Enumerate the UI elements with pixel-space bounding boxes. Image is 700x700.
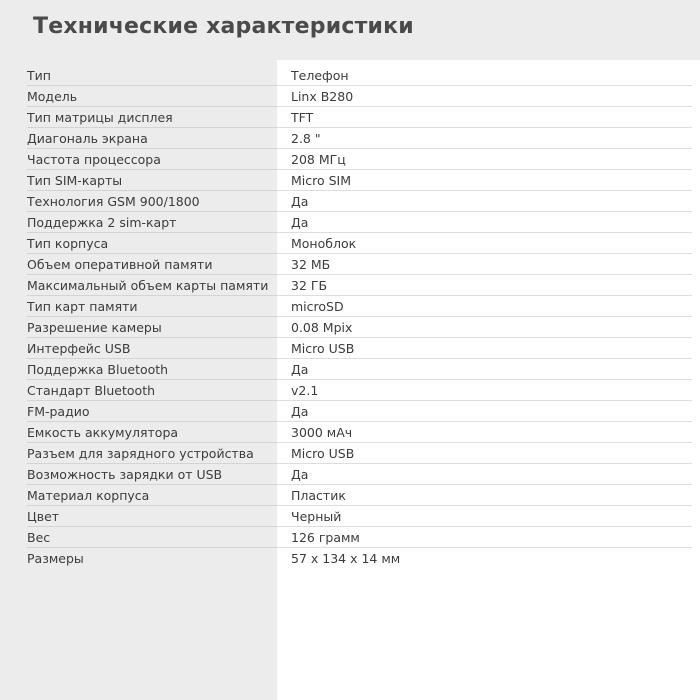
spec-label: Частота процессора [27, 152, 161, 167]
spec-row [0, 401, 700, 422]
spec-row [0, 296, 700, 317]
spec-value: microSD [291, 299, 344, 314]
spec-row [0, 338, 700, 359]
spec-value: Черный [291, 509, 342, 524]
spec-value: 3000 мАч [291, 425, 353, 440]
spec-value: Да [291, 404, 309, 419]
spec-label: Объем оперативной памяти [27, 257, 213, 272]
spec-label: Модель [27, 89, 78, 104]
spec-value: Да [291, 467, 309, 482]
spec-value: Телефон [291, 68, 349, 83]
spec-row [0, 107, 700, 128]
spec-value: 2.8 " [291, 131, 321, 146]
spec-label: Разъем для зарядного устройства [27, 446, 254, 461]
spec-label: Максимальный объем карты памяти [27, 278, 269, 293]
spec-row [0, 65, 700, 86]
spec-row [0, 422, 700, 443]
spec-label: Тип корпуса [27, 236, 109, 251]
spec-table [0, 65, 700, 569]
spec-label: Технология GSM 900/1800 [27, 194, 200, 209]
spec-row [0, 464, 700, 485]
spec-value: Да [291, 215, 309, 230]
spec-label: Емкость аккумулятора [27, 425, 179, 440]
spec-value: 32 ГБ [291, 278, 328, 293]
spec-row [0, 548, 700, 569]
spec-value: Micro USB [291, 446, 355, 461]
spec-label: FM-радио [27, 404, 90, 419]
spec-row [0, 380, 700, 401]
spec-value: Да [291, 362, 309, 377]
spec-value: 57 x 134 x 14 мм [291, 551, 401, 566]
spec-label: Тип SIM-карты [27, 173, 123, 188]
spec-value: 0.08 Mpix [291, 320, 353, 335]
spec-row [0, 191, 700, 212]
spec-row [0, 506, 700, 527]
spec-label: Размеры [27, 551, 84, 566]
spec-label: Интерфейс USB [27, 341, 131, 356]
spec-row [0, 170, 700, 191]
spec-label: Разрешение камеры [27, 320, 162, 335]
spec-row [0, 485, 700, 506]
header-bar [0, 0, 700, 60]
spec-value: Моноблок [291, 236, 357, 251]
spec-value: Пластик [291, 488, 346, 503]
spec-label: Стандарт Bluetooth [27, 383, 156, 398]
spec-row [0, 212, 700, 233]
spec-value: Micro USB [291, 341, 355, 356]
page-title: Технические характеристики [33, 14, 414, 39]
spec-row [0, 86, 700, 107]
spec-label: Материал корпуса [27, 488, 150, 503]
spec-label: Диагональ экрана [27, 131, 148, 146]
spec-value: Linx B280 [291, 89, 354, 104]
spec-row [0, 128, 700, 149]
spec-row [0, 359, 700, 380]
spec-value: 32 МБ [291, 257, 331, 272]
spec-value: v2.1 [291, 383, 319, 398]
spec-row [0, 443, 700, 464]
spec-row [0, 275, 700, 296]
spec-row [0, 317, 700, 338]
spec-label: Возможность зарядки от USB [27, 467, 223, 482]
spec-label: Поддержка Bluetooth [27, 362, 169, 377]
spec-row [0, 233, 700, 254]
spec-label: Тип карт памяти [27, 299, 138, 314]
spec-label: Вес [27, 530, 51, 545]
spec-row [0, 527, 700, 548]
spec-value: Да [291, 194, 309, 209]
spec-value: 208 МГц [291, 152, 346, 167]
spec-label: Цвет [27, 509, 60, 524]
spec-label: Тип [27, 68, 51, 83]
spec-label: Поддержка 2 sim-карт [27, 215, 177, 230]
spec-value: 126 грамм [291, 530, 360, 545]
spec-row [0, 149, 700, 170]
spec-row [0, 254, 700, 275]
spec-label: Тип матрицы дисплея [27, 110, 173, 125]
spec-value: Micro SIM [291, 173, 352, 188]
spec-value: TFT [291, 110, 314, 125]
